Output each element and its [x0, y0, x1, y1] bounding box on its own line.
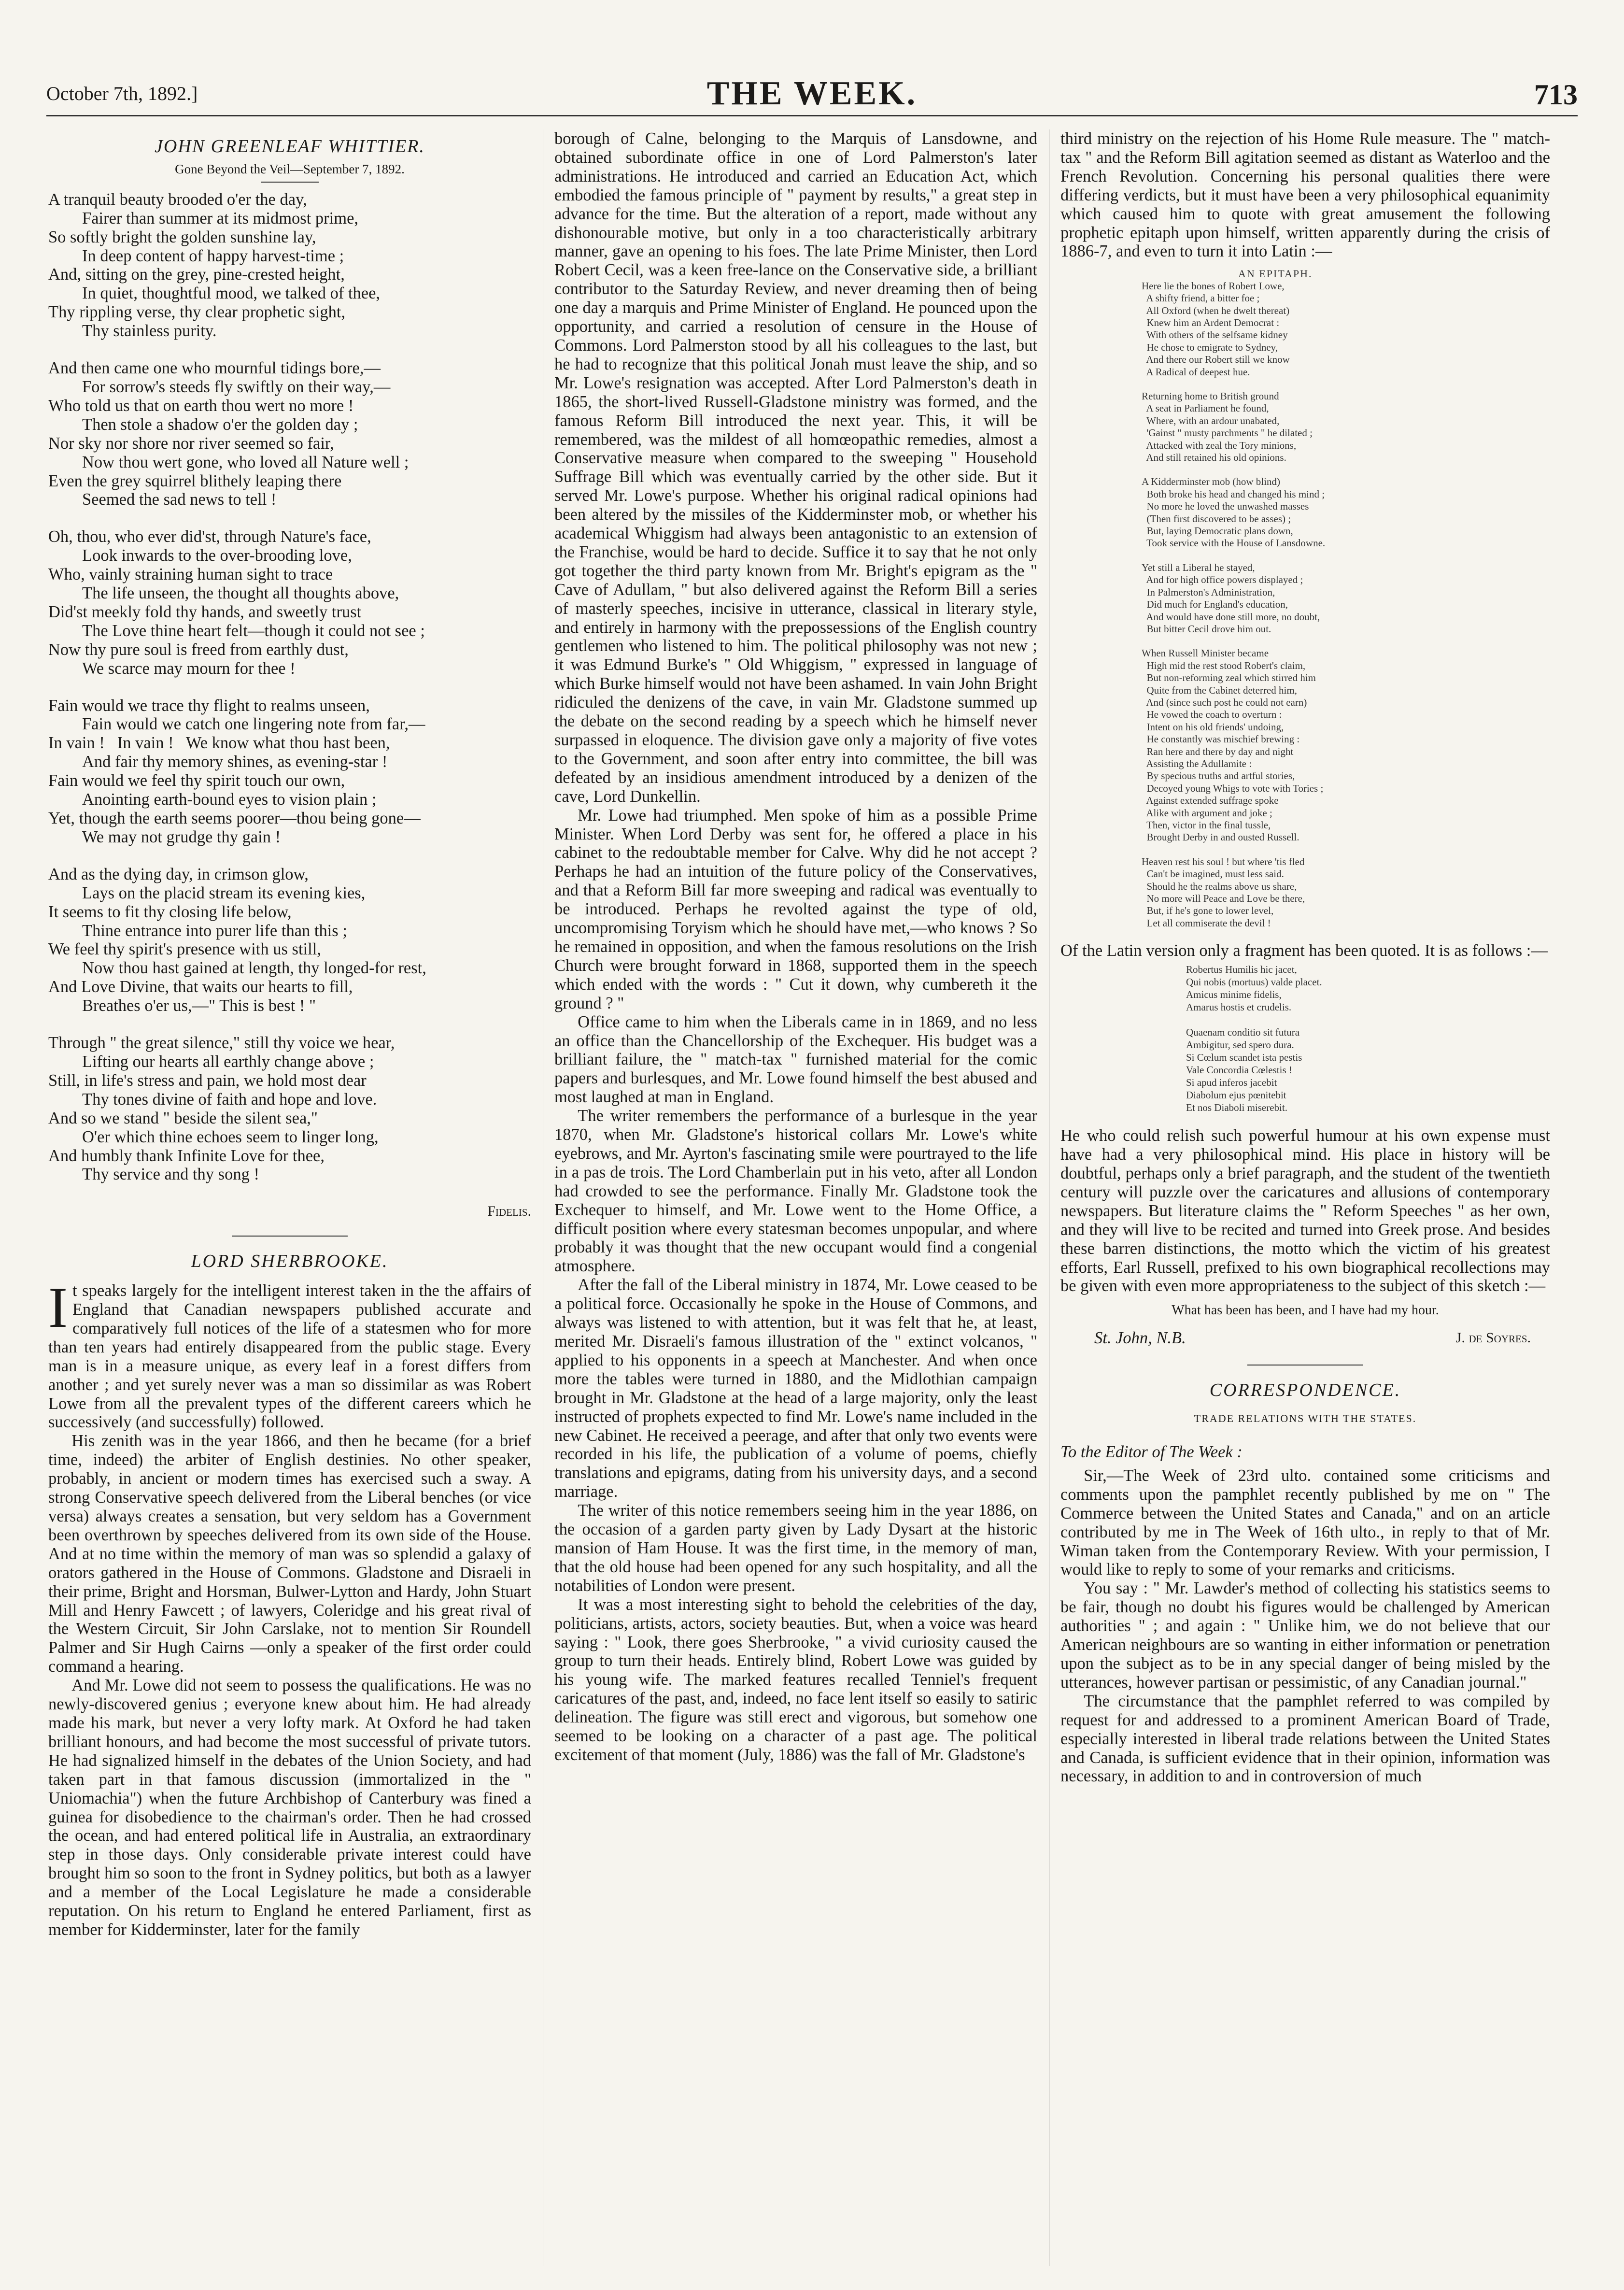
- poem-line: Oh, thou, who ever did'st, through Nature's face,: [48, 527, 371, 546]
- epitaph-line: Yet still a Liberal he stayed,: [1142, 561, 1255, 573]
- epitaph-line: He vowed the coach to overturn :: [1142, 709, 1282, 721]
- poem-line: And as the dying day, in crimson glow,: [48, 865, 309, 883]
- epitaph-line: Both broke his head and changed his mind ;: [1142, 488, 1325, 500]
- epitaph-line: And still retained his old opinions.: [1142, 452, 1286, 464]
- poem-line: The life unseen, the thought all thoughts above,: [82, 584, 399, 603]
- poem-line: Now thou wert gone, who loved all Nature well ;: [82, 453, 409, 471]
- section-rule: [232, 1236, 348, 1237]
- epitaph-line: 'Gainst " musty parchments " he dilated ;: [1142, 427, 1313, 439]
- correspondence-subtitle: TRADE RELATIONS WITH THE STATES.: [1194, 1412, 1417, 1425]
- epitaph-line: Brought Derby in and ousted Russell.: [1142, 831, 1299, 843]
- article-paragraph: The writer of this notice remembers seeing him in the year 1886, on the occasion of a garden party given by Lady Dysart at the historic mansion of Ham House. It was the first time, in the memory of man, that the old house had been opened for any such hospitality, and all the notabilities of London were present.: [554, 1501, 1037, 1595]
- epitaph-line: Assisting the Adullamite :: [1142, 757, 1252, 769]
- epitaph-line: Alike with argument and joke ;: [1142, 807, 1272, 819]
- poem-line: We feel thy spirit's presence with us still,: [48, 940, 321, 959]
- epitaph-line: Took service with the House of Lansdowne.: [1142, 537, 1326, 549]
- epitaph-line: But, if he's gone to lower level,: [1142, 905, 1274, 917]
- poem-line: Seemed the sad news to tell !: [82, 490, 277, 509]
- epitaph-line: A Radical of deepest hue.: [1142, 366, 1250, 378]
- poem-stanza: [48, 527, 531, 678]
- poem-line: And humbly thank Infinite Love for thee,: [48, 1146, 325, 1165]
- epitaph-line: (Then first discovered to be asses) ;: [1142, 512, 1291, 525]
- latin-line: Quaenam conditio sit futura: [1186, 1026, 1300, 1038]
- epitaph-line: Ran here and there by day and night: [1142, 745, 1294, 757]
- title-rule: [261, 182, 319, 183]
- poem-stanza: [48, 1034, 531, 1184]
- latin-line: Si apud inferos jacebit: [1186, 1077, 1277, 1089]
- poem-line: And so we stand " beside the silent sea,": [48, 1109, 318, 1127]
- correspondence-paragraph: Sir,—The Week of 23rd ulto. contained some criticisms and comments upon the pamphlet recently published by me on " The Commerce between the United States and Canada," and on an article contributed by me in The Week of 16th ulto., in reply to that of Mr. Wiman taken from the Contemporary Review. With your permission, I would like to reply to some of your remarks and criticisms.: [1060, 1466, 1550, 1579]
- epitaph-line: But bitter Cecil drove him out.: [1142, 623, 1271, 635]
- poem-line: Fain would we trace thy flight to realms unseen,: [48, 696, 370, 715]
- poem-line: Now thou hast gained at length, thy longed-for rest,: [82, 959, 426, 978]
- epitaph-line: Quite from the Cabinet deterred him,: [1142, 684, 1297, 696]
- epitaph-line: When Russell Minister became: [1142, 647, 1269, 659]
- poem-line: We scarce may mourn for thee !: [82, 659, 296, 678]
- epitaph-line: Returning home to British ground: [1142, 390, 1279, 402]
- epitaph-line: And for high office powers displayed ;: [1142, 574, 1303, 586]
- epitaph-line: And would have done still more, no doubt,: [1142, 611, 1320, 623]
- epitaph-line: Here lie the bones of Robert Lowe,: [1142, 280, 1285, 292]
- closing-quote: What has been has been, and I have had my hour.: [1172, 1303, 1439, 1318]
- article-paragraph: third ministry on the rejection of his Home Rule measure. The " match-tax " and the Reform Bill agitation seemed as distant as Waterloo and the French Revolution. Concerning his personal qualities there were differing verdicts, but it must have been a very philosophical equanimity which caused him to quote with great amusement the following prophetic epitaph upon himself, written apparently during the crisis of 1886-7, and even to turn it into Latin :—: [1060, 129, 1550, 261]
- epitaph-line: A seat in Parliament he found,: [1142, 402, 1269, 414]
- epitaph-line: Against extended suffrage spoke: [1142, 795, 1279, 807]
- epitaph-stanza: [1142, 280, 1550, 378]
- epitaph-line: He constantly was mischief brewing :: [1142, 733, 1300, 745]
- epitaph-line: A Kidderminster mob (how blind): [1142, 476, 1280, 488]
- header-rule: [46, 115, 1578, 116]
- masthead-title: THE WEEK.: [706, 75, 918, 112]
- epitaph-line: And (since such post he could not earn): [1142, 696, 1307, 708]
- poem-line: Still, in life's stress and pain, we hold most dear: [48, 1071, 367, 1090]
- poem-line: Nor sky nor shore nor river seemed so fair,: [48, 434, 334, 453]
- poem-line: Who told us that on earth thou wert no more !: [48, 396, 354, 415]
- poem-line: Fain would we feel thy spirit touch our own,: [48, 771, 345, 790]
- epitaph-line: Can't be imagined, must less said.: [1142, 868, 1284, 880]
- epitaph-line: High mid the rest stood Robert's claim,: [1142, 659, 1306, 671]
- latin-line: Amarus hostis et crudelis.: [1186, 1001, 1292, 1013]
- epitaph-line: Heaven rest his soul ! but where 'tis fled: [1142, 855, 1305, 868]
- epitaph-line: Attacked with zeal the Tory minions,: [1142, 439, 1297, 451]
- epitaph-line: No more will Peace and Love be there,: [1142, 893, 1305, 905]
- epitaph-line: Knew him an Ardent Democrat :: [1142, 316, 1280, 328]
- latin-intro: Of the Latin version only a fragment has been quoted. It is as follows :—: [1060, 941, 1548, 960]
- article-conclusion: He who could relish such powerful humour at his own expense must have had a very philosophical mind. His place in history will be doubtful, perhaps only a brief paragraph, and the student of the twentieth century will puzzle over the caricatures and allusions of contemporary newspapers. But literature claims the " Reform Speeches " as her own, and they will live to be recited and turned into Greek prose. And besides these barren distinctions, the motto which the victim of his greatest efforts, Earl Russell, prefixed to his own biographical recollections may be given with even more appropriateness to the subject of this sketch :—: [1060, 1126, 1550, 1295]
- poem-title: JOHN GREENLEAF WHITTIER.: [155, 136, 425, 156]
- epitaph-line: Did much for England's education,: [1142, 598, 1288, 611]
- epitaph-title: AN EPITAPH.: [1238, 268, 1313, 280]
- correspondence-body: [1060, 1466, 1550, 1786]
- epitaph-line: Decoyed young Whigs to vote with Tories ;: [1142, 782, 1324, 794]
- poem-line: Thy tones divine of faith and hope and love.: [82, 1090, 377, 1109]
- epitaph-line: Then, victor in the final tussle,: [1142, 819, 1271, 831]
- poem-line: In vain ! In vain ! We know what thou hast been,: [48, 734, 390, 753]
- poem-line: For sorrow's steeds fly swiftly on their way,—: [82, 377, 391, 396]
- latin-stanza: [1186, 1026, 1550, 1114]
- epitaph-line: By specious truths and artful stories,: [1142, 770, 1295, 782]
- latin-line: Qui nobis (mortuus) valde placet.: [1186, 976, 1322, 988]
- latin-line: Si Cœlum scandet ista pestis: [1186, 1052, 1302, 1064]
- epitaph-line: But non-reforming zeal which stirred him: [1142, 672, 1316, 684]
- poem-signature: Fidelis.: [487, 1203, 531, 1220]
- page-header: [46, 72, 1578, 116]
- poem-line: Thy stainless purity.: [82, 322, 217, 341]
- latin-line: Ambigitur, sed spero dura.: [1186, 1039, 1294, 1051]
- poem-line: In deep content of happy harvest-time ;: [82, 246, 344, 265]
- latin-stanza: [1186, 963, 1550, 1013]
- latin-epitaph: [1186, 963, 1550, 1114]
- epitaph-stanza: [1142, 562, 1550, 635]
- drop-cap: I: [48, 1275, 68, 1340]
- poem-stanza: [48, 359, 531, 509]
- poem-line: So softly bright the golden sunshine lay,: [48, 228, 316, 246]
- signature-name: J. de Soyres.: [1455, 1330, 1531, 1346]
- column-1: [48, 129, 531, 2266]
- article-body-col1: [48, 1275, 531, 1939]
- column-3: [1060, 129, 1550, 2266]
- article-body-col2: [554, 129, 1037, 1764]
- article-paragraph: After the fall of the Liberal ministry in 1874, Mr. Lowe ceased to be a political force. Occasionally he spoke in the House of Commons, and always was listened to with attention, but it was felt that he, at least, merited Mr. Disraeli's famous illustration of the " extinct volcanos, " applied to his opponents in a speech at Manchester. And when once more the tables were turned in 1880, and the Midlothian campaign brought in Mr. Gladstone at the head of a large majority, only the least instructed of prophets expected to find Mr. Lowe's name included in the new Cabinet. He received a peerage, and after that only two events were recorded in his life, the publication of a volume of poems, chiefly translations and epigrams, dating from his university days, and a second marriage.: [554, 1276, 1037, 1501]
- poem-line: Thine entrance into purer life than this ;: [82, 921, 347, 940]
- epitaph-line: All Oxford (when he dwelt thereat): [1142, 304, 1290, 316]
- epitaph: [1142, 268, 1550, 929]
- epitaph-line: He chose to emigrate to Sydney,: [1142, 341, 1278, 353]
- poem-line: Then stole a shadow o'er the golden day ;: [82, 415, 358, 434]
- poem-line: Did'st meekly fold thy hands, and sweetly trust: [48, 602, 362, 621]
- latin-line: Diabolum ejus pœnitebit: [1186, 1089, 1286, 1101]
- article-paragraph: Mr. Lowe had triumphed. Men spoke of him as a possible Prime Minister. When Lord Derby was sent for, he offered a place in his cabinet to the redoubtable member for Calve. Why did he not accept ? Perhaps he had an intuition of the future policy of the Conservatives, and that a Reform Bill far more sweeping and radical was eventually to be introduced. Perhaps he revolted against the type of old, uncompromising Toryism which he should have met,—who knows ? So he remained in opposition, and when the famous resolutions on the Irish Church were brought forward in 1868, supported them in the speech which ended with the words : " Cut it down, why cumbereth it the ground ? ": [554, 806, 1037, 1012]
- poem-line: A tranquil beauty brooded o'er the day,: [48, 190, 307, 209]
- issue-date: October 7th, 1892.]: [46, 83, 198, 104]
- poem-line: The Love thine heart felt—though it could not see ;: [82, 621, 425, 640]
- article-paragraph: It was a most interesting sight to behold the celebrities of the day, politicians, artists, actors, society beauties. But, when a voice was heard saying : " Look, there goes Sherbrooke, " a vivid curiosity caused the group to turn their heads. Entirely blind, Robert Lowe was guided by his young wife. The marked features recalled Tenniel's frequent caricatures of the past, and, indeed, no face lent itself so easily to satiric delineation. The figure was still erect and vigorous, but somehow one seemed to be looking on a character of a past age. The political excitement of that moment (July, 1886) was the fall of Mr. Gladstone's: [554, 1595, 1037, 1764]
- poem-line: Now thy pure soul is freed from earthly dust,: [48, 640, 349, 659]
- epitaph-body: [1142, 280, 1550, 930]
- page-number: 713: [1534, 79, 1578, 111]
- article-paragraph: Office came to him when the Liberals came in in 1869, and no less an office than the Chancellorship of the Exchequer. His budget was a brilliant failure, the " match-tax " furnished material for the comic papers and burlesques, and Mr. Lowe found himself the best abused and most laughed at man in England.: [554, 1012, 1037, 1107]
- correspondence-salutation: To the Editor of The Week :: [1060, 1443, 1243, 1462]
- epitaph-line: Should he the realms above us share,: [1142, 880, 1297, 892]
- article-paragraph: His zenith was in the year 1866, and then he became (for a brief time, indeed) the arbiter of English destinies. No other speaker, probably, in ancient or modern times has exercised such a sway. A strong Conservative speech delivered from the Liberal benches (or vice versa) always creates a sensation, but very seldom has a Government been overthrown by speeches delivered from its own side of the House. And at no time within the memory of man was so splendid a galaxy of orators gathered in the House of Commons. Gladstone and Disraeli in their prime, Bright and Horsman, Bulwer-Lytton and Hardy, John Stuart Mill and Henry Fawcett ; of lawyers, Coleridge and his great rival of the Western Circuit, Sir John Carslake, not to mention Sir Roundell Palmer and Sir Hugh Cairns —only a speaker of the first order could command a hearing.: [48, 1432, 531, 1676]
- epitaph-line: In Palmerston's Administration,: [1142, 586, 1275, 598]
- article-paragraph: borough of Calne, belonging to the Marquis of Lansdowne, and obtained subordinate office in one of Lord Palmerston's later administrations. He introduced and carried an Education Act, which embodied the famous principle of " payment by results," a great step in advance for the time. But the alteration of a report, made without any dishonourable motive, but only in a too characteristically arbitrary manner, gave an opening to his foes. The late Prime Minister, then Lord Robert Cecil, was a keen free-lance on the Conservative side, a brilliant contributor to the Saturday Review, and never dreaming then of being one day a marquis and Prime Minister of England. He pounced upon the opportunity, and carried a resolution of censure in the House of Commons. Lord Palmerston stood by all his colleagues to the last, but he had to recognize that this political Jonah must leave the ship, and so Mr. Lowe's resignation was accepted. After Lord Palmerston's death in 1865, the short-lived Russell-Gladstone ministry was formed, and the famous Reform Bill introduced the next year. This, it will be remembered, was the mildest of all homœopathic remedies, almost a Conservative measure when compared to the sweeping " Household Suffrage Bill which was eventually carried by the other side. But it served Mr. Lowe's purpose. Whether his original radical opinions had been altered by the missiles of the Kidderminster mob, or whether his academical Whiggism had always been antagonistic to an extension of the Franchise, would be hard to decide. Suffice it to say that he not only got together the third party known from Mr. Bright's epigram as the " Cave of Adullam, " but also delivered against the Reform Bill a series of masterly speeches, incisive in utterance, classical in literary style, and entirely in harmony with the prepossessions of the English country gentlemen who listened to him. The political philosophy was not new ; it was Edmund Burke's " Old Whiggism, " expressed in language of which Burke himself would not have been ashamed. In vain John Bright ridiculed the denizens of the cave, in vain Mr. Gladstone summed up the debate on the second reading by a speech which he himself never surpassed in eloquence. The division gave only a majority of five votes to the Government, and soon after entry into committee, the bill was defeated by an insidious amendment introduced by a denizen of the cave, Lord Dunkellin.: [554, 129, 1037, 806]
- poem-stanza: [48, 190, 531, 341]
- epitaph-stanza: [1142, 476, 1550, 549]
- poem-line: O'er which thine echoes seem to linger long,: [82, 1127, 379, 1146]
- latin-line: Et nos Diaboli miserebit.: [1186, 1102, 1287, 1114]
- poem-stanza: [48, 697, 531, 847]
- poem-line: Thy rippling verse, thy clear prophetic sight,: [48, 303, 346, 322]
- poem-line: We may not grudge thy gain !: [82, 827, 281, 846]
- epitaph-line: With others of the selfsame kidney: [1142, 329, 1288, 341]
- correspondence-paragraph: You say : " Mr. Lawder's method of collecting his statistics seems to be fair, though no doubt his figures would be challenged by American authorities " ; and again : " Unlike him, we do not believe that our American neighbours are so wanting in either information or penetration upon the subject as to be in any special danger of being misled by the utterances, however partisan or pessimistic, of any Canadian journal.": [1060, 1579, 1550, 1692]
- signature-place: St. John, N.B.: [1094, 1329, 1186, 1348]
- poem-line: Through " the great silence," still thy voice we hear,: [48, 1034, 395, 1053]
- epitaph-stanza: [1142, 647, 1550, 844]
- article-signature: [1060, 1329, 1550, 1350]
- poem-subtitle: Gone Beyond the Veil—September 7, 1892.: [175, 161, 405, 176]
- epitaph-stanza: [1142, 856, 1550, 929]
- poem-line: And then came one who mournful tidings bore,—: [48, 359, 381, 378]
- epitaph-line: No more he loved the unwashed masses: [1142, 500, 1309, 512]
- poem-line: Look inwards to the over-brooding love,: [82, 546, 352, 565]
- poem-line: In quiet, thoughtful mood, we talked of thee,: [82, 284, 381, 303]
- epitaph-stanza: [1142, 390, 1550, 464]
- poem-line: Lays on the placid stream its evening kies,: [82, 883, 366, 902]
- poem-line: Anointing earth-bound eyes to vision plain ;: [82, 790, 377, 809]
- poem-stanza: [48, 865, 531, 1015]
- latin-line: Robertus Humilis hic jacet,: [1186, 964, 1297, 976]
- epitaph-line: Intent on his old friends' undoing,: [1142, 721, 1284, 733]
- epitaph-line: And there our Robert still we know: [1142, 354, 1290, 366]
- latin-line: Vale Concordia Cœlestis !: [1186, 1064, 1292, 1076]
- poem-line: Thy service and thy song !: [82, 1165, 259, 1184]
- epitaph-line: But, laying Democratic plans down,: [1142, 525, 1293, 537]
- poem-line: And Love Divine, that waits our hearts to fill,: [48, 978, 353, 996]
- poem-line: Even the grey squirrel blithely leaping there: [48, 471, 342, 490]
- article-paragraph: It speaks largely for the intelligent interest taken in the the affairs of England that Canadian newspapers published accurate and comparatively full notices of the life of a statesmen who for more than ten years had entirely disappeared from the public stage. Every man is in a measure unique, as every leaf in a forest differs from another ; and yet surely never was a man so dissimilar as was Robert Lowe from all the prevalent types of the different careers which he successively (and successfully) followed.: [48, 1275, 531, 1432]
- article-title: LORD SHERBROOKE.: [191, 1251, 389, 1272]
- poem-body: [48, 190, 531, 1184]
- epitaph-line: Let all commiserate the devil !: [1142, 917, 1271, 929]
- poem-line: Who, vainly straining human sight to trace: [48, 565, 333, 584]
- poem-line: It seems to fit thy closing life below,: [48, 902, 292, 921]
- poem-line: Fain would we catch one lingering note from far,—: [82, 715, 425, 734]
- poem-line: Fairer than summer at its midmost prime,: [82, 209, 359, 228]
- epitaph-line: A shifty friend, a bitter foe ;: [1142, 292, 1260, 304]
- poem-line: And fair thy memory shines, as evening-star !: [82, 753, 388, 771]
- latin-line: Amicus minime fidelis,: [1186, 989, 1282, 1001]
- poem-line: Breathes o'er us,—" This is best ! ": [82, 996, 316, 1015]
- article-paragraph: The writer remembers the performance of a burlesque in the year 1870, when Mr. Gladstone's historical collars Mr. Lowe's white eyebrows, and Mr. Ayrton's fascinating smile were pourtrayed to the life in a pas de trois. The Lord Chamberlain put in his veto, after all London had crowded to see the performance. Finally Mr. Gladstone took the Exchequer to himself, and Mr. Lowe went to the Home Office, a difficult position where every statesman becomes unpopular, and where probably it was thought that the new occupant would find a congenial atmosphere.: [554, 1107, 1037, 1276]
- correspondence-paragraph: The circumstance that the pamphlet referred to was compiled by request for and addressed to a prominent American Board of Trade, especially interested in liberal trade relations between the United States and Canada, is sufficient evidence that in their opinion, information was necessary, in addition to and in controversion of much: [1060, 1692, 1550, 1786]
- article-paragraph: And Mr. Lowe did not seem to possess the qualifications. He was no newly-discovered genius ; everyone knew about him. He had already made his mark, but never a very lofty mark. At Oxford he had taken brilliant honours, and had become the most successful of private tutors. He had signalized himself in the debates of the Union Society, and had taken part in that famous discussion (immortalized in the " Uniomachia") when the future Archbishop of Canterbury was fined a guinea for disobedience to the chairman's order. Then he had crossed the ocean, and had entered political life in Australia, an extraordinary step in those days. Only considerable private interest could have brought him so soon to the front in Sydney politics, but both as a lawyer and a member of the Local Legislature he made a considerable reputation. On his return to England he entered Parliament, first as member for Kidderminster, later for the family: [48, 1676, 531, 1939]
- poem-line: And, sitting on the grey, pine-crested height,: [48, 265, 345, 284]
- epitaph-line: Where, with an ardour unabated,: [1142, 414, 1280, 427]
- correspondence-title: CORRESPONDENCE.: [1209, 1380, 1401, 1401]
- poem-line: Yet, though the earth seems poorer—thou being gone—: [48, 809, 421, 827]
- column-2: [554, 129, 1037, 2266]
- poem-line: Lifting our hearts all earthly change above ;: [82, 1052, 374, 1071]
